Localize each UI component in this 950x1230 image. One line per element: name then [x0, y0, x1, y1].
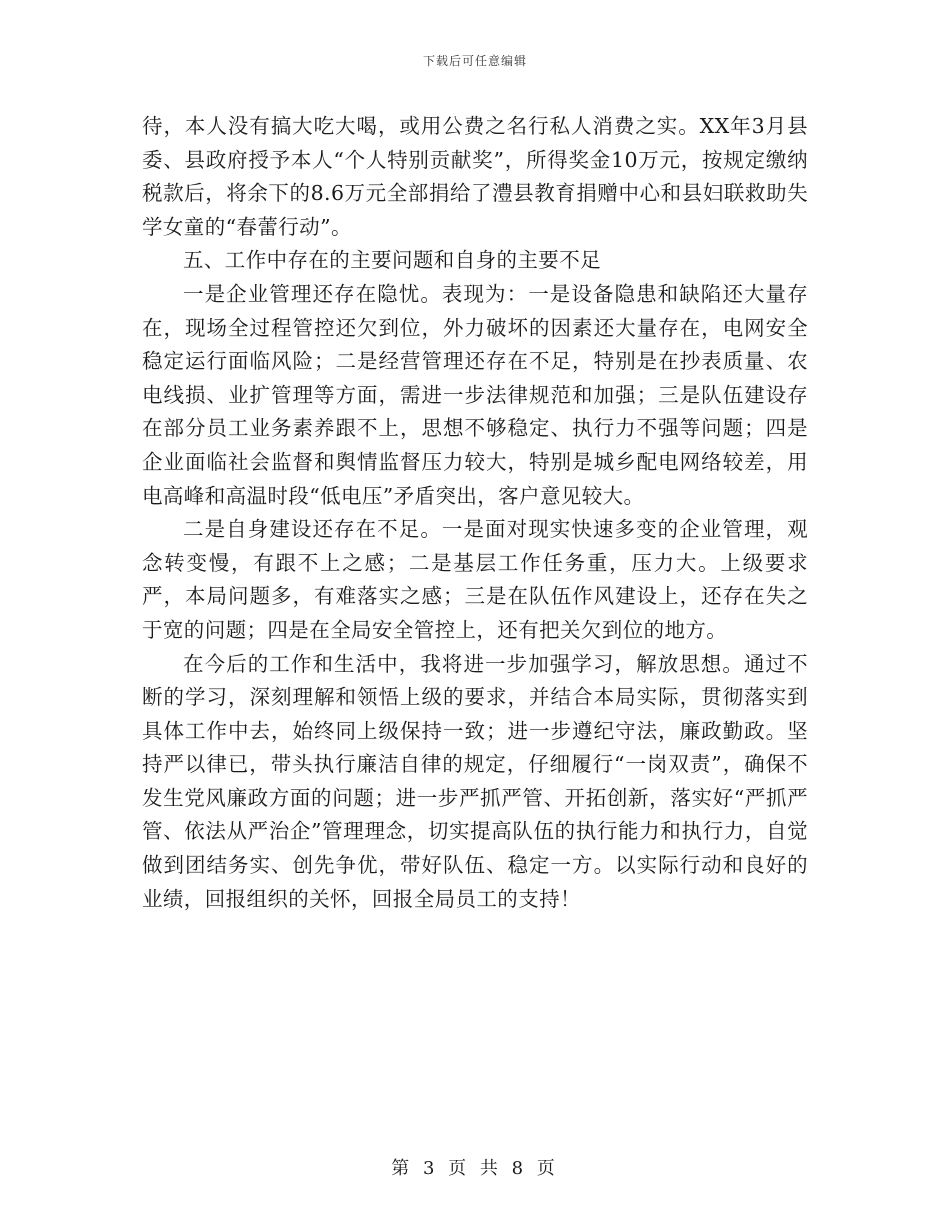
document-body: [142, 110, 808, 916]
section-heading-5: 五、工作中存在的主要问题和自身的主要不足: [183, 248, 601, 273]
paragraph-1: 待，本人没有搞大吃大喝，或用公费之名行私人消费之实。XX年3月县委、县政府授予本人“个人特别贡献奖”，所得奖金10万元，按规定缴纳税款后，将余下的8.6万元全部捐给了澧县教育捐赠中心和县妇联救助失学女童的“春蕾行动”。: [142, 114, 808, 239]
page-header: 下载后可任意编辑: [422, 54, 527, 68]
page-number-footer: 第 3 页 共 8 页: [391, 1158, 559, 1179]
paragraph-5: 在今后的工作和生活中，我将进一步加强学习，解放思想。通过不断的学习，深刻理解和领悟上级的要求，并结合本局实际，贯彻落实到具体工作中去，始终同上级保持一致；进一步遵纪守法，廉政勤政。坚持严以律已，带头执行廉洁自律的规定，仔细履行“一岗双责”，确保不发生党风廉政方面的问题；进一步严抓严管、开拓创新，落实好“严抓严管、依法从严治企”管理理念，切实提高队伍的执行能力和执行力，自觉做到团结务实、创先争优，带好队伍、稳定一方。以实际行动和良好的业绩，回报组织的关怀，回报全局员工的支持！: [142, 651, 808, 911]
paragraph-3: 一是企业管理还存在隐忧。表现为：一是设备隐患和缺陷还大量存在，现场全过程管控还欠到位，外力破坏的因素还大量存在，电网安全稳定运行面临风险；二是经营管理还存在不足，特别是在抄表质量、农电线损、业扩管理等方面，需进一步法律规范和加强；三是队伍建设存在部分员工业务素养跟不上，思想不够稳定、执行力不强等问题；四是企业面临社会监督和舆情监督压力较大，特别是城乡配电网络较差，用电高峰和高温时段“低电压”矛盾突出，客户意见较大。: [142, 281, 808, 508]
paragraph-4: 二是自身建设还存在不足。一是面对现实快速多变的企业管理，观念转变慢，有跟不上之感；二是基层工作任务重，压力大。上级要求严，本局问题多，有难落实之感；三是在队伍作风建设上，还存在失之于宽的问题；四是在全局安全管控上，还有把关欠到位的地方。: [142, 517, 808, 642]
